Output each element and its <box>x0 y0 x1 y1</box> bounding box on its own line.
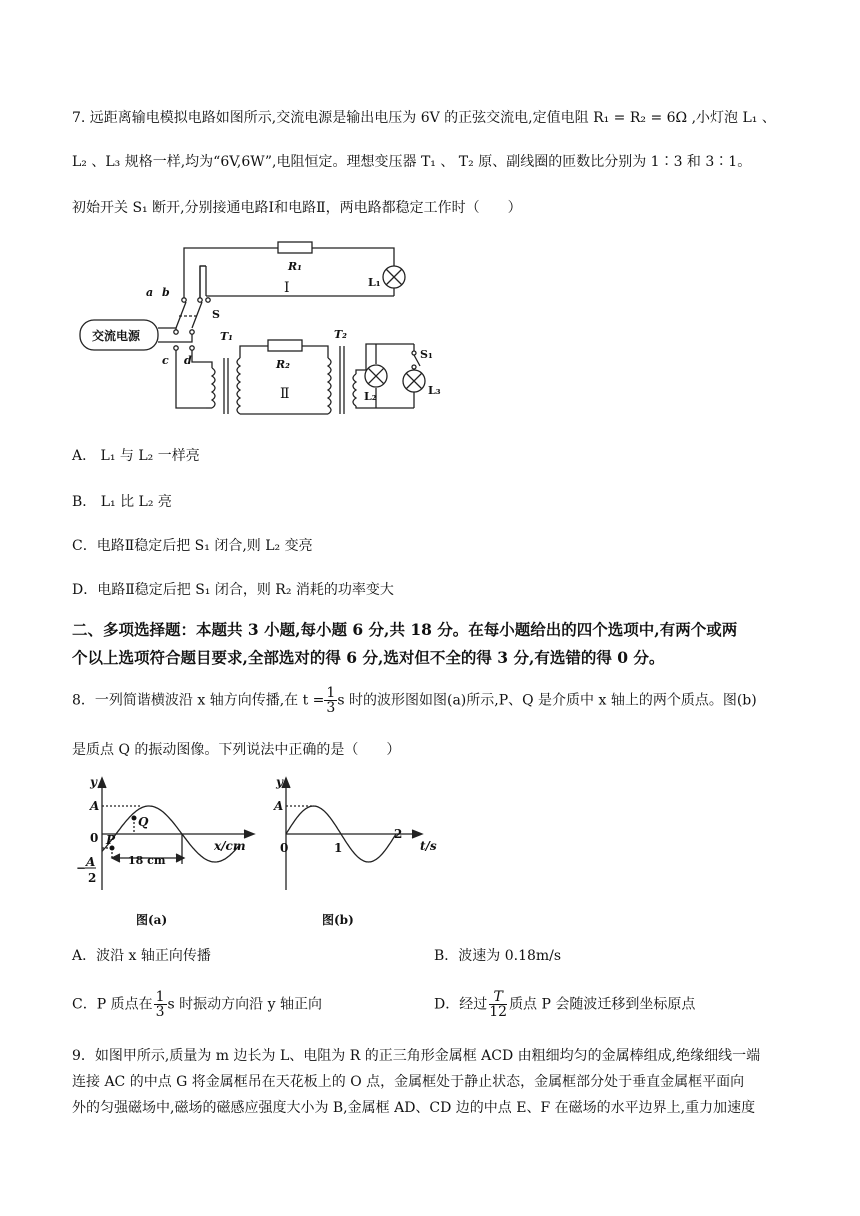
fig-label-l3: L₃ <box>428 384 441 397</box>
fig-b-tick-2: 2 <box>394 827 403 841</box>
q8-option-b: B．波速为 0.18m/s <box>434 948 562 964</box>
fig-a-neg-denominator: 2 <box>88 871 97 885</box>
q8-line-1 <box>72 686 757 715</box>
q9-line-3: 外的匀强磁场中,磁场的磁感应强度大小为 B,金属框 AD、CD 边的中点 E、F 在磁场的水平边界上,重力加速度 <box>72 1100 756 1116</box>
fig-label-l2: L₂ <box>364 390 377 403</box>
fig-label-l1: L₁ <box>368 276 381 289</box>
q7-line-2: L₂ 、L₃ 规格一样,均为“6V,6W”,电阻恒定。理想变压器 T₁ 、 T₂ 原、副线圈的匝数比分别为 1∶3 和 3∶1。 <box>72 154 752 170</box>
q7-option-c: C．电路Ⅱ稳定后把 S₁ 闭合,则 L₂ 变亮 <box>72 538 313 554</box>
fig-a-amplitude-label: A <box>90 799 100 813</box>
q9-line-2: 连接 AC 的中点 G 将金属框吊在天花板上的 O 点，金属框处于静止状态，金属框部分处于垂直金属框平面向 <box>72 1074 745 1090</box>
section-2-heading-line-2: 个以上选项符合题目要求,全部选对的得 6 分,选对但不全的得 3 分,有选错的得 0 分。 <box>72 648 665 667</box>
fig-label-d: d <box>184 354 192 367</box>
q7-line-3: 初始开关 S₁ 断开,分别接通电路Ⅰ和电路Ⅱ，两电路都稳定工作时（ ） <box>72 200 522 216</box>
q8-figure-b <box>268 772 458 930</box>
q8-figure-a <box>72 772 262 930</box>
q8-option-d: D．经过 $\frac{T}{12}$ 质点 P 会随波迁移到坐标原点 <box>434 989 696 1020</box>
fig-label-circuit-1: Ⅰ <box>284 280 290 296</box>
q7-option-d: D．电路Ⅱ稳定后把 S₁ 闭合，则 R₂ 消耗的功率变大 <box>72 582 394 598</box>
fig-b-t-label: t/s <box>420 839 437 853</box>
fig-label-t1: T₁ <box>220 330 234 343</box>
q8-fraction: $\frac{1}{3}$ <box>326 685 336 716</box>
fig-label-circuit-2: Ⅱ <box>280 386 290 402</box>
q8-line-1-start: 8．一列简谐横波沿 x 轴方向传播,在 t = <box>72 692 325 709</box>
q7-option-b: B． L₁ 比 L₂ 亮 <box>72 494 172 510</box>
fig-a-origin-label: 0 <box>90 831 99 845</box>
fig-a-p-label: P <box>106 833 116 847</box>
fig-label-c: c <box>162 354 169 367</box>
q8-line-2: 是质点 Q 的振动图像。下列说法中正确的是（ ） <box>72 742 401 758</box>
fig-a-neg-a-label: A <box>86 855 96 869</box>
fig-a-minus-sign: − <box>76 861 87 875</box>
fig-label-t2: T₂ <box>334 328 348 341</box>
fig-b-caption: 图(b) <box>322 913 354 927</box>
fig-a-q-label: Q <box>138 815 149 829</box>
fig-label-b: b <box>162 286 170 299</box>
q8-option-c: C．P 质点在 $\frac{1}{3}$ s 时振动方向沿 y 轴正向 <box>72 989 322 1020</box>
fig-label-r1: R₁ <box>288 260 302 273</box>
fig-b-origin-label: 0 <box>280 841 289 855</box>
q8-option-a: A．波沿 x 轴正向传播 <box>72 948 211 964</box>
fig-label-s1: S₁ <box>420 348 433 361</box>
fig-a-x-label: x/cm <box>214 839 246 853</box>
fig-label-a: a <box>146 286 154 299</box>
fig-a-caption: 图(a) <box>136 913 168 927</box>
q9-line-1: 9．如图甲所示,质量为 m 边长为 L、电阻为 R 的正三角形金属框 ACD 由粗细均匀的金属棒组成,绝缘细线一端 <box>72 1048 761 1064</box>
q7-line-1: 7. 远距离输电模拟电路如图所示,交流电源是输出电压为 6V 的正弦交流电,定值电阻 R₁ = R₂ = 6Ω ,小灯泡 L₁ 、 <box>72 110 776 126</box>
fig-label-s: S <box>212 308 220 321</box>
fig-b-tick-1: 1 <box>334 841 343 855</box>
q8-line-1-end: s 时的波形图如图(a)所示,P、Q 是介质中 x 轴上的两个质点。图(b) <box>337 692 757 709</box>
fig-b-amplitude-label: A <box>274 799 284 813</box>
ac-source-label: 交流电源 <box>92 329 141 343</box>
fig-b-y-label: y <box>276 775 283 789</box>
fig-a-y-label: y <box>90 775 97 789</box>
q7-circuit-figure-clean <box>76 236 456 422</box>
q7-option-a: A． L₁ 与 L₂ 一样亮 <box>72 448 200 464</box>
section-2-heading-line-1: 二、多项选择题：本题共 3 小题,每小题 6 分,共 18 分。在每小题给出的四个选项中,有两个或两 <box>72 620 738 639</box>
fig-a-distance-label: 18 cm <box>128 854 166 867</box>
fig-label-r2: R₂ <box>276 358 290 371</box>
